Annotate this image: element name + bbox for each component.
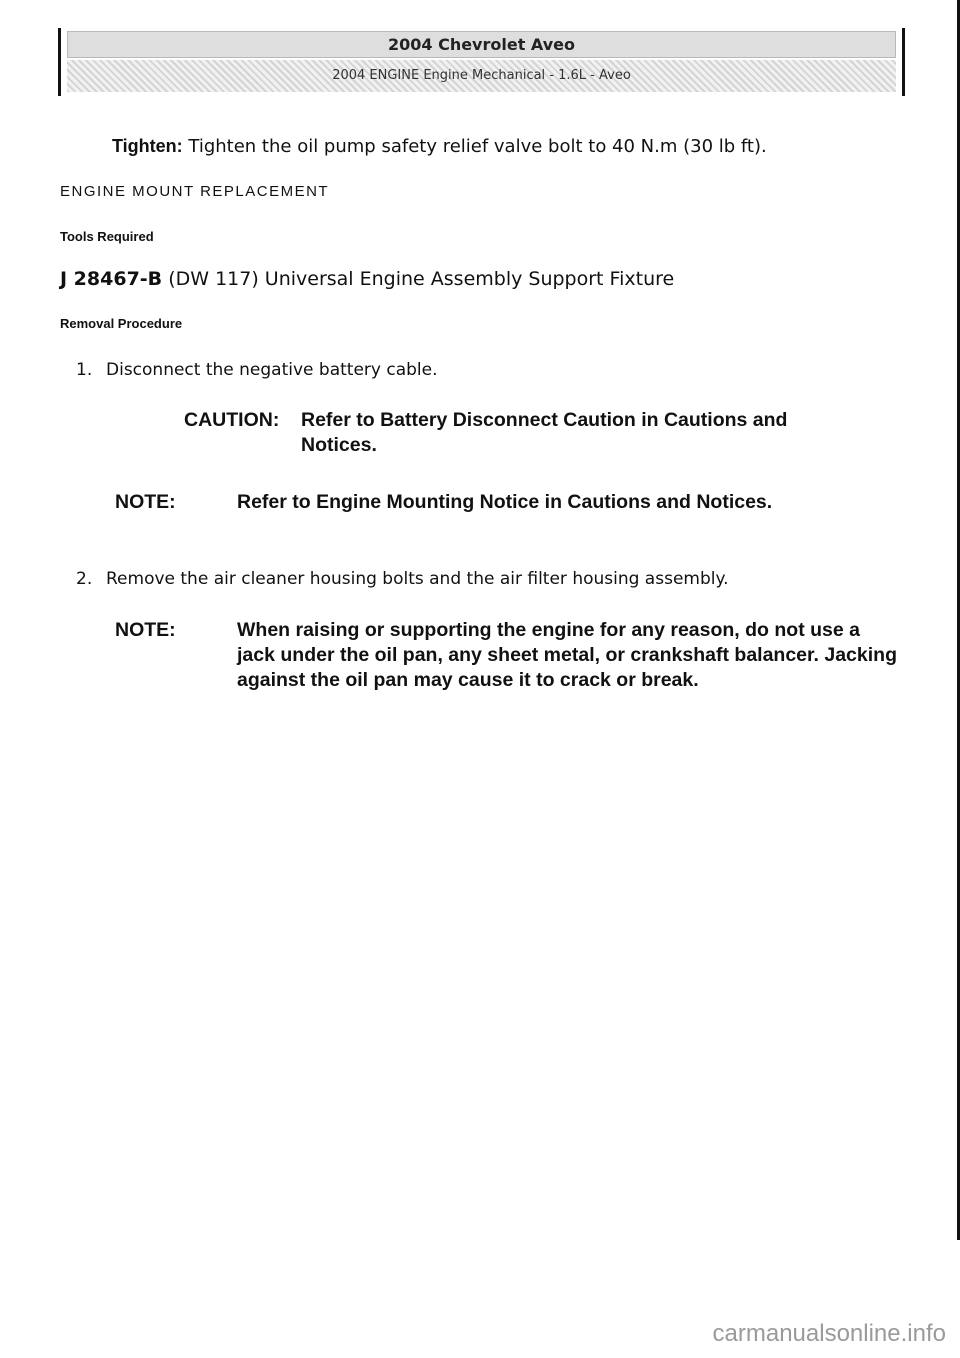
tighten-label: Tighten:	[112, 136, 183, 156]
document-header	[58, 28, 905, 96]
note-text: Refer to Engine Mounting Notice in Cautions and Notices.	[237, 491, 773, 513]
step-text: Remove the air cleaner housing bolts and the air filter housing assembly.	[106, 569, 729, 589]
section-title: ENGINE MOUNT REPLACEMENT	[60, 183, 330, 200]
tool-entry	[60, 268, 674, 290]
caution-text-line2: Notices.	[301, 434, 377, 456]
caution-label: CAUTION:	[184, 409, 280, 431]
note-text: When raising or supporting the engine for any reason, do not use a jack under the oil pan, any sheet metal, or crankshaft balancer. Jacking against the oil pan may cause it to crack or break.	[237, 619, 897, 691]
tool-description: (DW 117) Universal Engine Assembly Support Fixture	[168, 268, 675, 290]
note-label: NOTE:	[115, 491, 176, 513]
step-text: Disconnect the negative battery cable.	[106, 360, 438, 380]
header-title: 2004 Chevrolet Aveo	[67, 31, 896, 58]
caution-text-line1: Refer to Battery Disconnect Caution in Cautions and	[301, 409, 788, 431]
tool-code: J 28467-B	[60, 268, 163, 290]
tools-required-heading: Tools Required	[60, 229, 154, 244]
footer-watermark: carmanualsonline.info	[712, 1320, 946, 1347]
step-2	[76, 569, 729, 589]
step-1	[76, 360, 438, 380]
step-number: 1.	[76, 360, 93, 380]
step-number: 2.	[76, 569, 93, 589]
caution-block	[184, 408, 884, 460]
note-block	[115, 490, 815, 542]
header-subtitle: 2004 ENGINE Engine Mechanical - 1.6L - Aveo	[67, 60, 896, 92]
removal-procedure-heading: Removal Procedure	[60, 316, 183, 331]
note-label: NOTE:	[115, 619, 176, 641]
note-block	[115, 618, 905, 722]
tighten-instruction	[112, 136, 767, 157]
tighten-text: Tighten the oil pump safety relief valve bolt to 40 N.m (30 lb ft).	[188, 136, 767, 157]
